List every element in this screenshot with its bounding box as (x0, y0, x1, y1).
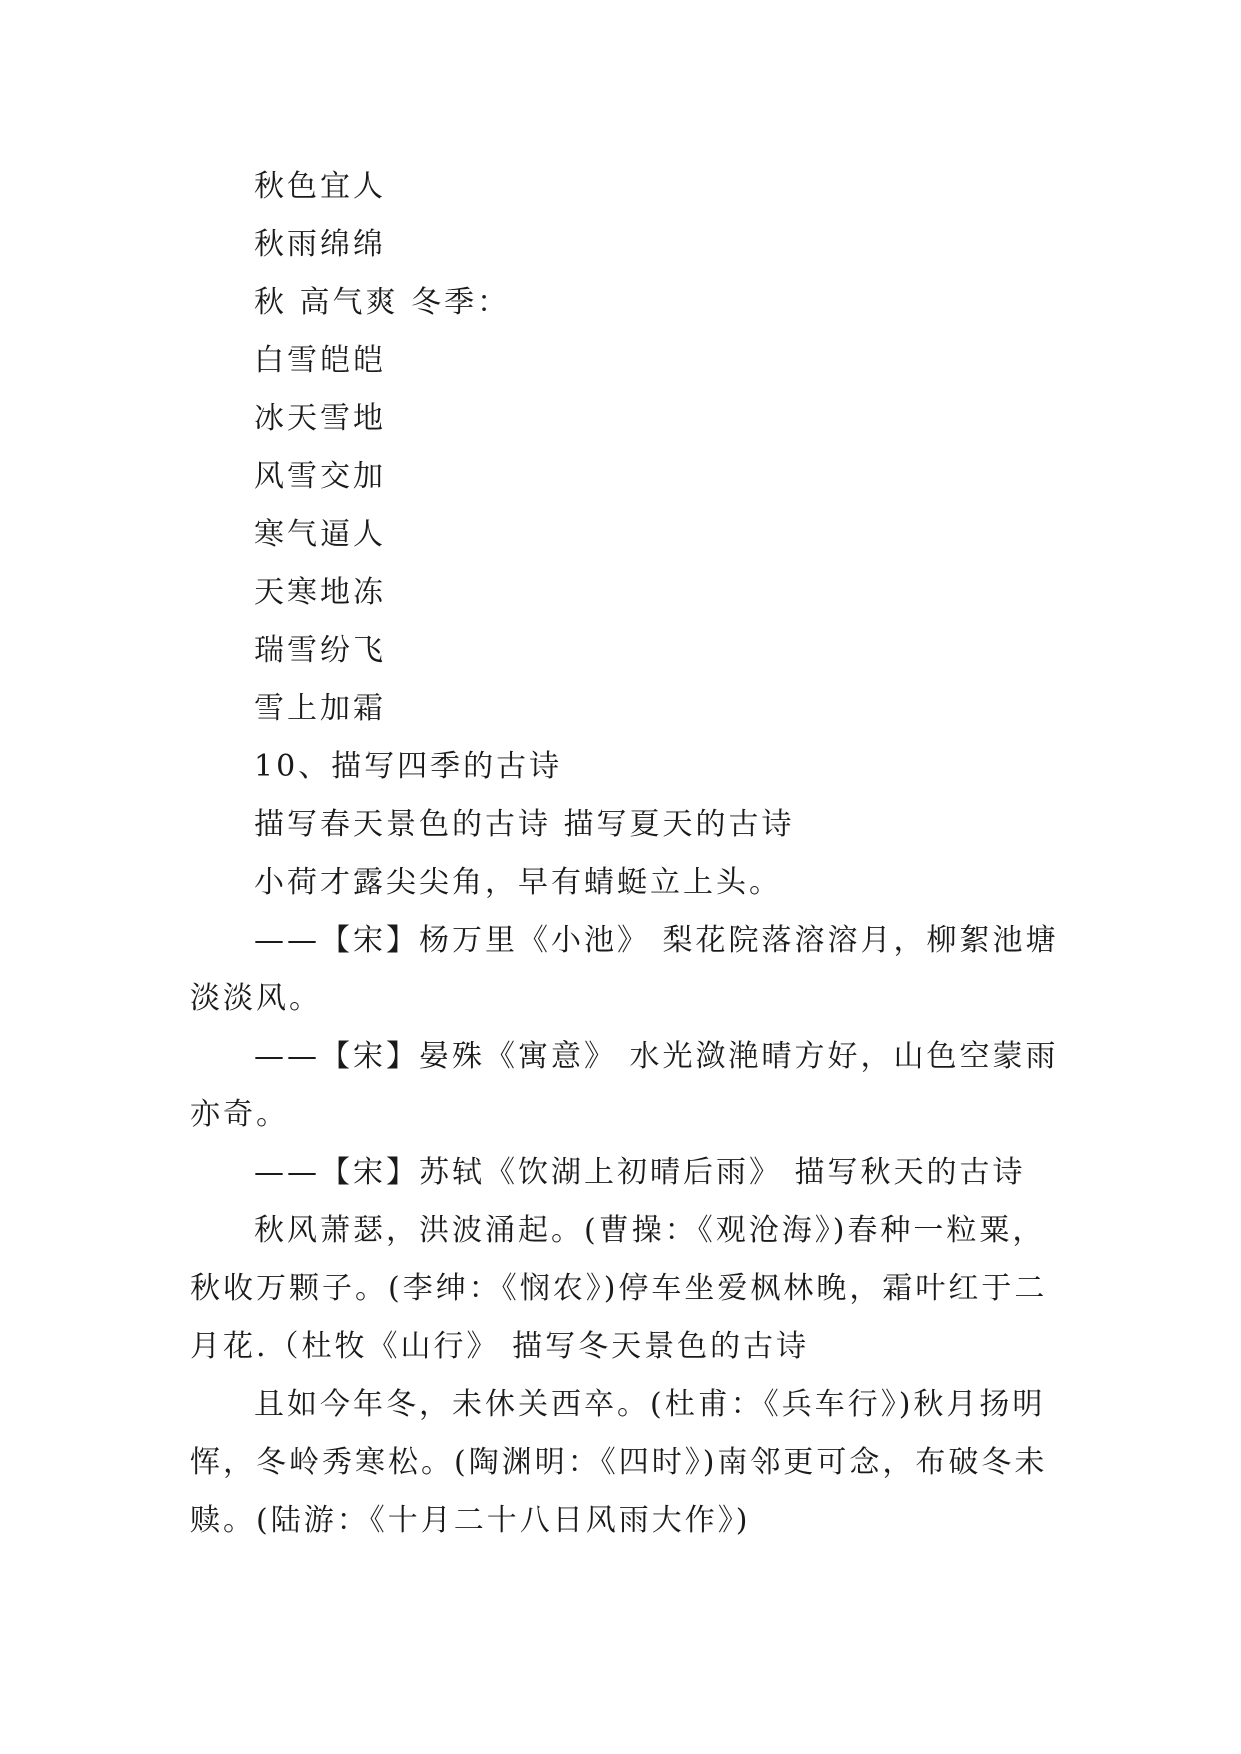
poem-line: 且如今年冬，未休关西卒。(杜甫：《兵车行》)秋月扬明恽，冬岭秀寒松。(陶渊明：《四时》)南邻更可念，布破冬未赎。(陆游：《十月二十八日风雨大作》) (190, 1387, 1048, 1538)
paragraph: 秋雨绵绵 (254, 227, 386, 262)
document-body (190, 158, 1070, 1550)
poem-line: 小荷才露尖尖角，早有蜻蜓立上头。 (254, 865, 782, 900)
paragraph: 风雪交加 (254, 459, 386, 494)
paragraph: 天寒地冻 (254, 575, 386, 610)
poem-line: ——【宋】苏轼《饮湖上初晴后雨》 描写秋天的古诗 (254, 1155, 1026, 1190)
paragraph: 描写春天景色的古诗 描写夏天的古诗 (254, 807, 795, 842)
paragraph: 冰天雪地 (254, 401, 386, 436)
paragraph: 秋 高气爽 冬季： (254, 285, 511, 320)
poem-line: 秋风萧瑟，洪波涌起。(曹操：《观沧海》)春种一粒粟，秋收万颗子。(李绅：《悯农》)停车坐爱枫林晚，霜叶红于二月花.（杜牧《山行》 描写冬天景色的古诗 (190, 1213, 1048, 1364)
paragraph: 白雪皑皑 (254, 343, 386, 378)
paragraph: 瑞雪纷飞 (254, 633, 386, 668)
poem-line: ——【宋】晏殊《寓意》 水光潋滟晴方好，山色空蒙雨亦奇。 (190, 1039, 1059, 1132)
paragraph: 雪上加霜 (254, 691, 386, 726)
paragraph: 秋色宜人 (254, 169, 386, 204)
section-heading: 10、描写四季的古诗 (254, 749, 563, 784)
paragraph: 寒气逼人 (254, 517, 386, 552)
poem-line: ——【宋】杨万里《小池》 梨花院落溶溶月，柳絮池塘淡淡风。 (190, 923, 1059, 1016)
